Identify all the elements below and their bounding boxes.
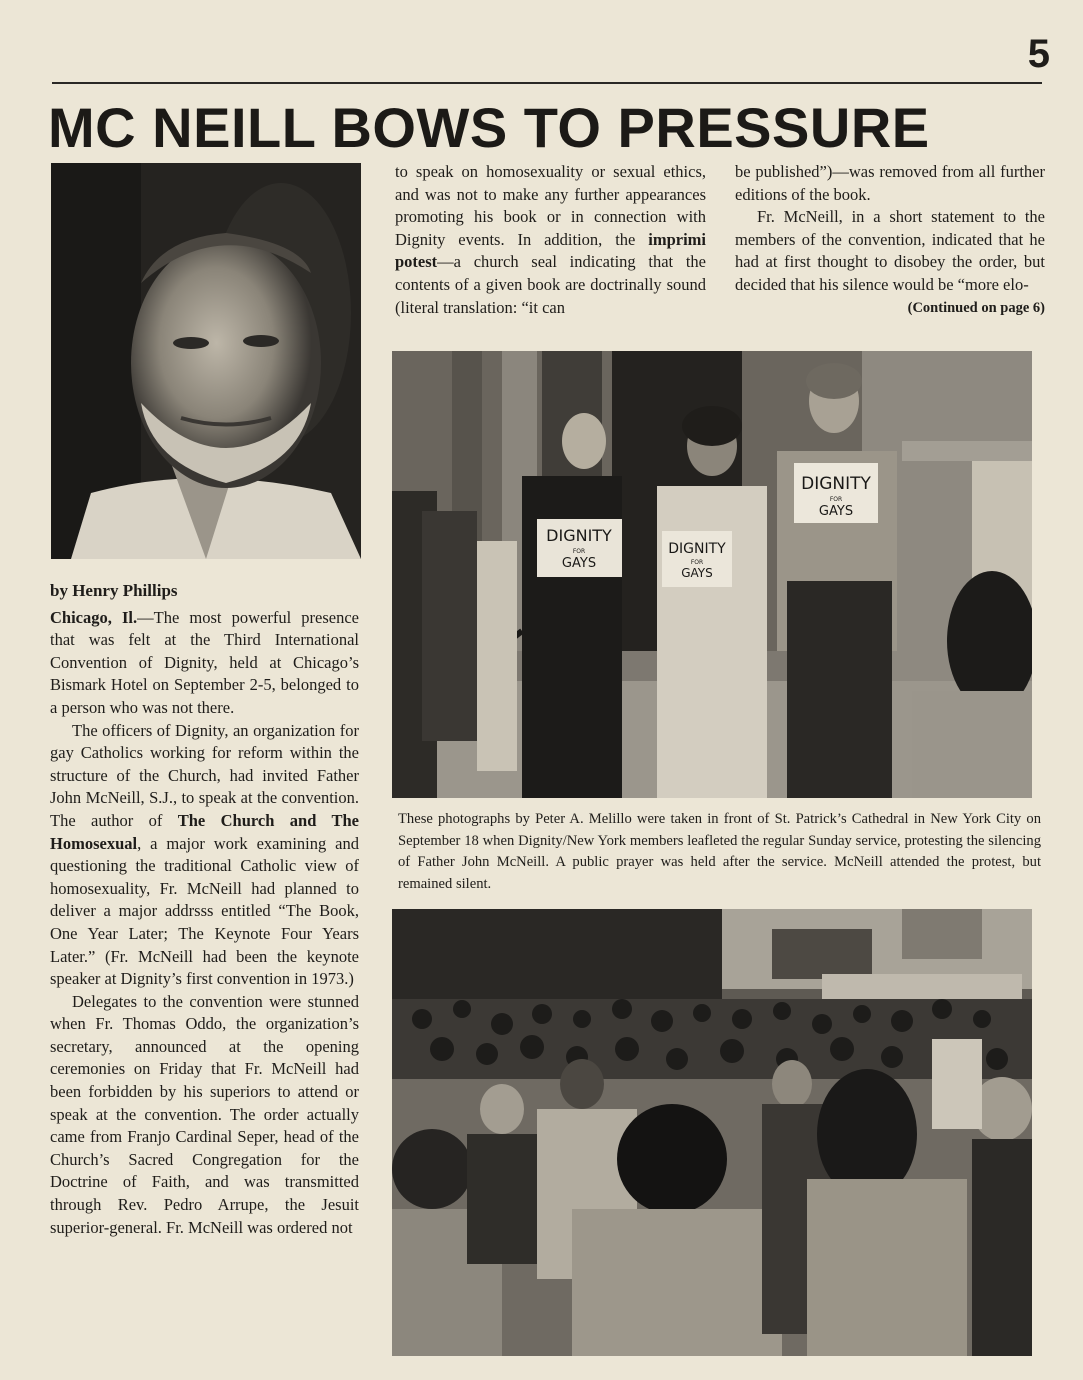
paragraph-1-text: —The most powerful presence that was felt at the Third International Convention of Dignity, held at Chicago’s Bismark Hotel on September 2-5, belonged to a person who was not there. [50, 607, 359, 717]
article-column-left [50, 580, 359, 1239]
article-paragraph-4 [395, 161, 706, 319]
photo-caption: These photographs by Peter A. Melillo were taken in front of St. Patrick’s Cathedral in New York City on September 18 when Dignity/New York members leafleted the regular Sunday service, protesting the silencing of Father John McNeill. A public prayer was held after the service. McNeill attended the protest, but remained silent. [398, 811, 1041, 892]
headline: MC NEILL BOWS TO PRESSURE [48, 96, 930, 159]
article-column-right [735, 161, 1045, 319]
page-number: 5 [1027, 32, 1050, 76]
sign-1-line-2: FOR [572, 548, 586, 555]
sign-3-line-1: DIGNITY [801, 474, 871, 494]
continued-note: (Continued on page 6) [907, 299, 1045, 316]
header-rule [52, 82, 1042, 84]
sign-2-line-1: DIGNITY [668, 541, 726, 557]
paragraph-2-text-b: , a major work examining and questioning the traditional Catholic view of homosexuality, Fr. McNeill had planned to deliver a major addrsss entitled “The Book, One Year Later; The Keynote Four Years Later.” (Fr. McNeill had been the keynote speaker at Dignity’s first convention in 1973.) [50, 833, 359, 989]
book-title: The Church and The Homosexual [50, 810, 359, 853]
article-column-middle [395, 161, 706, 319]
sign-2-line-3: GAYS [681, 566, 713, 580]
imprimi-potest-term: imprimi potest [395, 229, 706, 272]
crowd-photo [392, 909, 1032, 1356]
dateline: Chicago, Il. [50, 607, 138, 627]
sign-1-line-1: DIGNITY [546, 526, 612, 545]
paragraph-2-text-a: The officers of Dignity, an organization for gay Catholics working for reform within the structure of the Church, had invited Father John McNeill, S.J., to speak at the convention. The author of [50, 720, 359, 830]
paragraph-4-text-a: to speak on homosexuality or sexual ethics, and was not to make any further appearances promoting his book or in connection with Dignity events. In addition, the [395, 162, 706, 249]
sign-2-line-2: FOR [690, 559, 704, 566]
sign-3-line-3: GAYS [818, 504, 854, 519]
protest-photo-signs [392, 351, 1032, 798]
article-paragraph-6: Fr. McNeill, in a short statement to the members of the convention, indicated that he had at first thought to disobey the order, but decided that his silence would be “more elo- [735, 207, 1045, 294]
sign-1-line-3: GAYS [561, 556, 597, 571]
article-paragraph-5: be published”)—was removed from all further editions of the book. [735, 162, 1045, 204]
byline: by Henry Phillips [50, 581, 178, 600]
paragraph-4-text-b: —a church seal indicating that the contents of a given book are doctrinally sound (literal translation: “it can [395, 252, 706, 317]
article-paragraph-1 [50, 607, 359, 720]
sign-3-line-2: FOR [829, 496, 843, 503]
article-paragraph-3: Delegates to the convention were stunned when Fr. Thomas Oddo, the organization’s secretary, announced at the opening ceremonies on Friday that Fr. McNeill had been forbidden by his superiors to attend or speak at the convention. The order actually came from Franjo Cardinal Seper, head of the Church’s Sacred Congregation for the Doctrine of Faith, and was transmitted through Rev. Pedro Arrupe, the Jesuit superior-general. Fr. McNeill was ordered not [50, 991, 359, 1237]
portrait-photo [51, 163, 361, 559]
article-paragraph-2 [50, 720, 359, 991]
